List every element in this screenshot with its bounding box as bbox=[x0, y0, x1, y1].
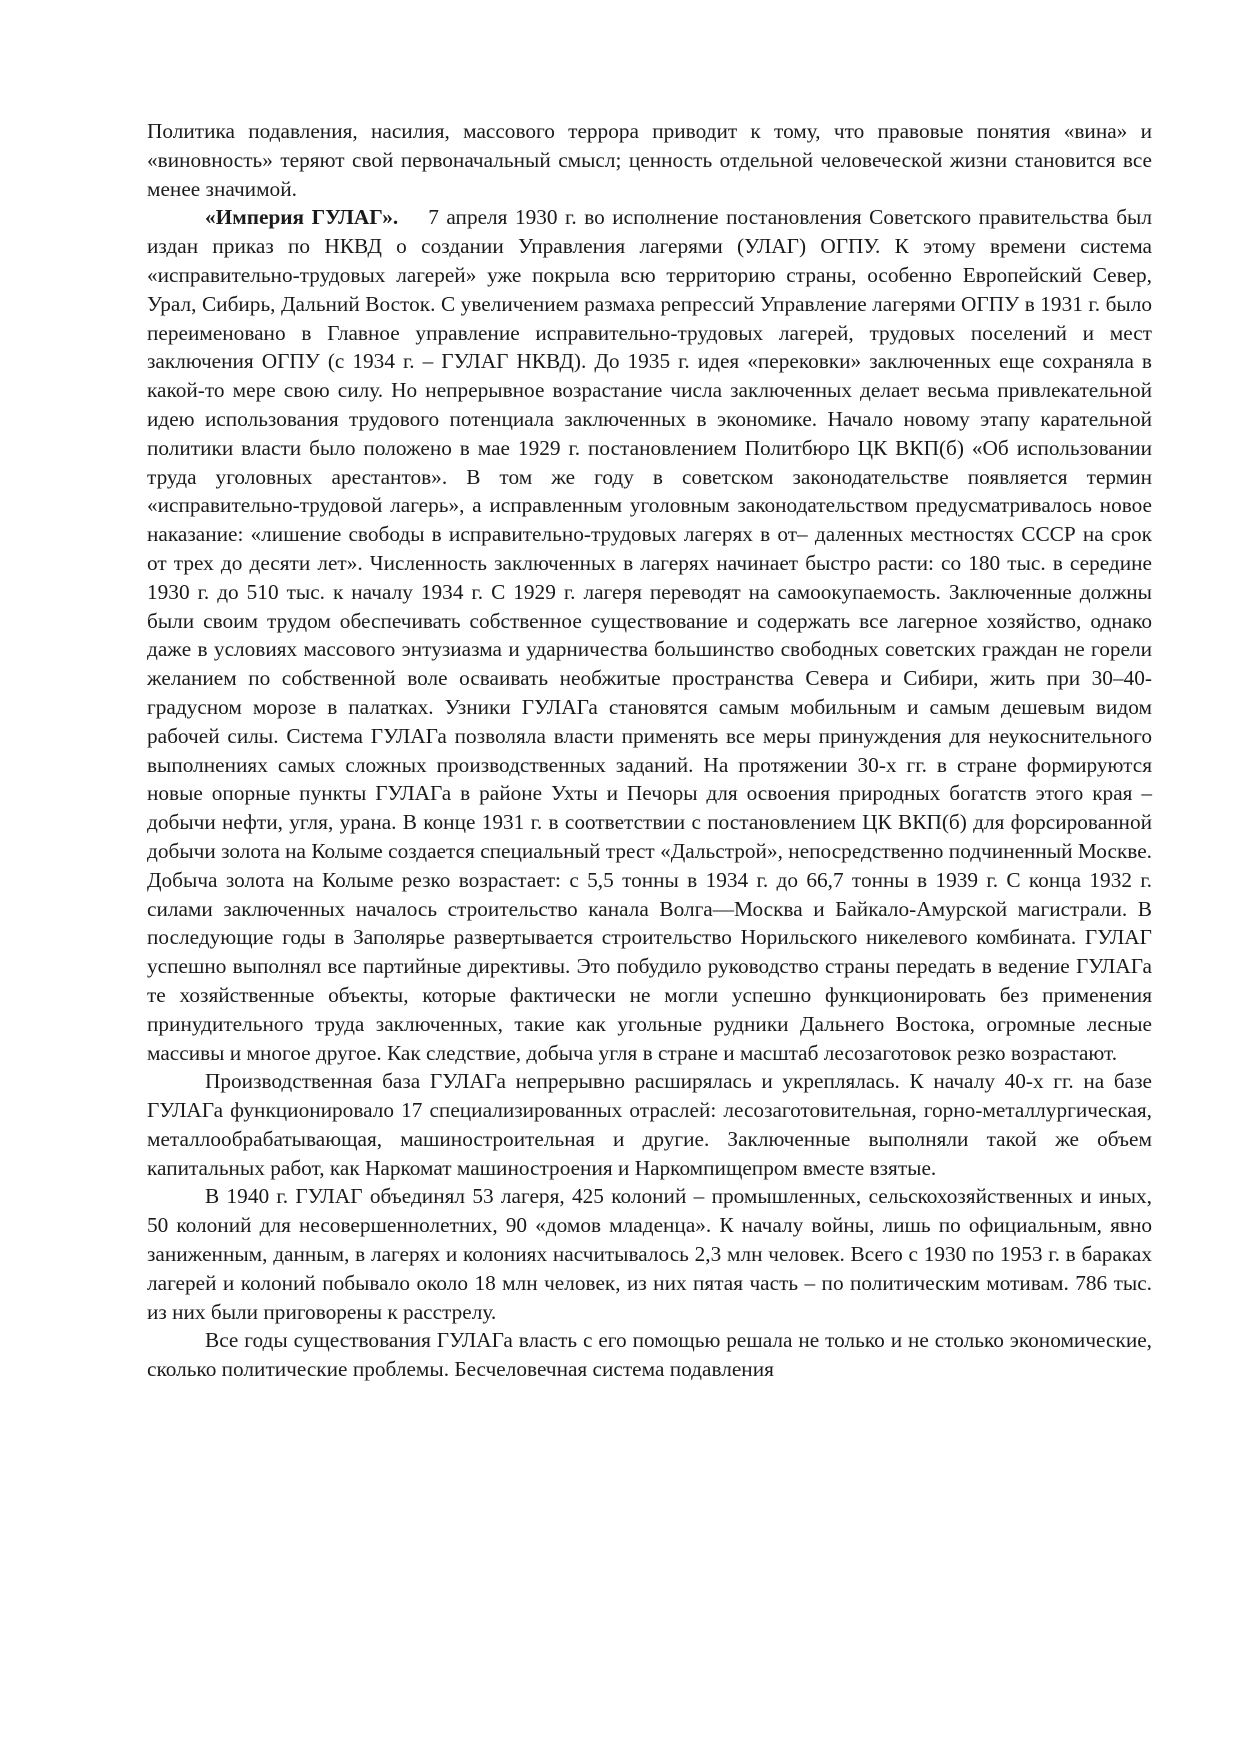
paragraph-political-goals: Все годы существования ГУЛАГа власть с его помощью решала не только и не столько экономические, сколько политические проблемы. Бесчеловечная система подавления bbox=[147, 1328, 1152, 1382]
paragraph-intro: Политика подавления, насилия, массового террора приводит к тому, что правовые понятия «вина» и «виновность» теряют свой первоначальный смысл; ценность отдельной человеческой жизни становится все менее значимой. bbox=[147, 119, 1152, 201]
paragraph-body: 7 апреля 1930 г. во исполнение постановления Советского правительства был издан приказ по НКВД о создании Управления лагерями (УЛАГ) ОГПУ. К этому времени система «исправительно-трудовых лагерей» уже покрыла всю территорию страны, особенно Европейский Север, Урал, Сибирь, Дальний Восток. С увеличением размаха репрессий Управление лагерями ОГПУ в 1931 г. было переименовано в Главное управление исправительно-трудовых лагерей, трудовых поселений и мест заключения ОГПУ (с 1934 г. – ГУЛАГ НКВД). До 1935 г. идея «перековки» заключенных еще сохраняла в какой-то мере свою силу. Но непрерывное возрастание числа заключенных делает весьма привлекательной идею использования трудового потенциала заключенных в экономике. Начало новому этапу карательной политики власти было положено в мае 1929 г. постановлением Политбюро ЦК ВКП(б) «Об использовании труда уголовных арестантов». В том же году в советском законодательстве появляется термин «исправительно-трудовой лагерь», а исправленным уголовным законодательством предусматривалось новое наказание: «лишение свободы в исправительно-трудовых лагерях в от– даленных местностях СССР на срок от трех до десяти лет». Численность заключенных в лагерях начинает быстро расти: со 180 тыс. в середине 1930 г. до 510 тыс. к началу 1934 г. С 1929 г. лагеря переводят на самоокупаемость. Заключенные должны были своим трудом обеспечивать собственное существование и содержать все лагерное хозяйство, однако даже в условиях массового энтузиазма и ударничества большинство свободных советских граждан не горели желанием по собственной воле осваивать необжитые пространства Севера и Сибири, жить при 30–40-градусном морозе в палатках. Узники ГУЛАГа становятся самым мобильным и самым дешевым видом рабочей силы. Система ГУЛАГа позволяла власти применять все меры принуждения для неукоснительного выполнениях самых сложных производственных заданий. На протяжении 30-х гг. в стране формируются новые опорные пункты ГУЛАГа в районе Ухты и Печоры для освоения природных богатств этого края – добычи нефти, угля, урана. В конце 1931 г. в соответствии с постановлением ЦК ВКП(б) для форсированной добычи золота на Колыме создается специальный трест «Дальстрой», непосредственно подчиненный Москве. Добыча золота на Колыме резко возрастает: с 5,5 тонны в 1934 г. до 66,7 тонны в 1939 г. С конца 1932 г. силами заключенных началось строительство канала Волга—Москва и Байкало-Амурской магистрали. В последующие годы в Заполярье развертывается строительство Норильского никелевого комбината. ГУЛАГ успешно выполнял все партийные директивы. Это побудило руководство страны передать в ведение ГУЛАГа те хозяйственные объекты, которые фактически не могли успешно функционировать без применения принудительного труда заключенных, такие как угольные рудники Дальнего Востока, огромные лесные массивы и многое другое. Как следствие, добыча угля в стране и масштаб лесозаготовок резко возрастают. bbox=[147, 205, 1152, 1065]
section-heading: «Империя ГУЛАГ». bbox=[205, 205, 399, 230]
paragraph-production-base: Производственная база ГУЛАГа непрерывно расширялась и укреплялась. К началу 40-х гг. на базе ГУЛАГа функционировало 17 специализированных отраслей: лесозаготовительная, горно-металлургическая, металлообрабатывающая, машиностроительная и другие. Заключенные выполняли такой же объем капитальных работ, как Наркомат машиностроения и Наркомпищепром вместе взятые. bbox=[147, 1069, 1152, 1180]
paragraph-gulag-empire bbox=[147, 203, 1152, 1067]
document-page bbox=[147, 117, 1152, 1384]
paragraph-1940-statistics: В 1940 г. ГУЛАГ объединял 53 лагеря, 425 колоний – промышленных, сельскохозяйственных и иных, 50 колоний для несовершеннолетних, 90 «домов младенца». К началу войны, лишь по официальным, явно заниженным, данным, в лагерях и колониях насчитывалось 2,3 млн человек. Всего с 1930 по 1953 г. в бараках лагерей и колоний побывало около 18 млн человек, из них пятая часть – по политическим мотивам. 786 тыс. из них были приговорены к расстрелу. bbox=[147, 1184, 1152, 1324]
